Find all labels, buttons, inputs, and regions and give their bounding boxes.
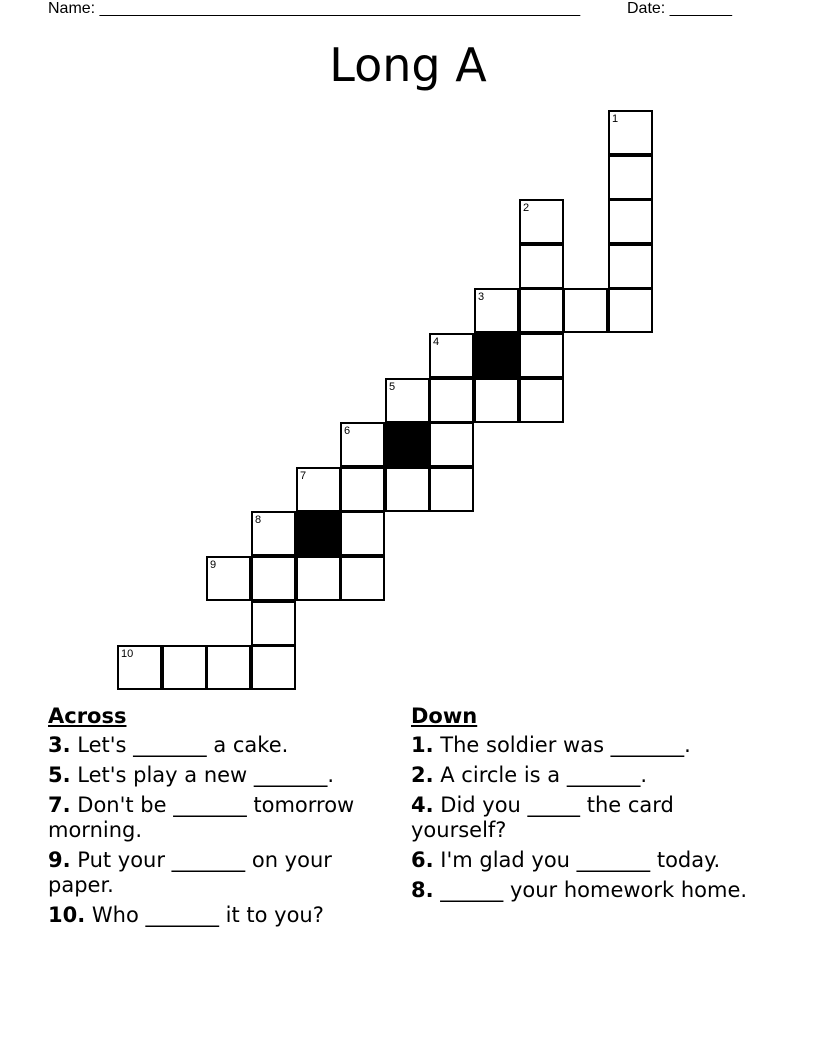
- clue-number-label: 8.: [411, 878, 434, 902]
- clue-text: The soldier was _______.: [433, 733, 691, 757]
- across-clues: [48, 704, 383, 933]
- crossword-cell[interactable]: [340, 467, 385, 512]
- clue-number: 2: [523, 202, 530, 214]
- clue-text: Let's play a new _______.: [70, 763, 335, 787]
- crossword-cell[interactable]: [340, 422, 385, 467]
- clue-text: Don't be _______ tomorrow morning.: [48, 793, 355, 842]
- crossword-cell[interactable]: [340, 556, 385, 601]
- clue-number: 5: [389, 381, 396, 393]
- crossword-cell[interactable]: [296, 467, 341, 512]
- down-clue: [411, 848, 771, 873]
- clue-number-label: 10.: [48, 903, 86, 927]
- crossword-cell[interactable]: [429, 378, 474, 423]
- crossword-cell[interactable]: [608, 244, 653, 289]
- crossword-cell[interactable]: [608, 155, 653, 200]
- clue-number-label: 5.: [48, 763, 71, 787]
- clue-number: 1: [612, 113, 619, 125]
- crossword-cell[interactable]: [251, 511, 296, 556]
- crossword-cell[interactable]: [206, 645, 251, 690]
- crossword-cell[interactable]: [296, 556, 341, 601]
- date-label: Date:: [627, 0, 666, 17]
- across-heading: Across: [48, 704, 127, 728]
- crossword-cell[interactable]: [519, 199, 564, 244]
- clue-number-label: 1.: [411, 733, 434, 757]
- down-clue: [411, 793, 771, 843]
- crossword-cell[interactable]: [519, 288, 564, 333]
- clue-text: Who _______ it to you?: [85, 903, 324, 927]
- across-clue-list: [48, 733, 383, 928]
- clue-text: Did you _____ the card yourself?: [411, 793, 674, 842]
- clue-number-label: 7.: [48, 793, 71, 817]
- crossword-cell[interactable]: [429, 333, 474, 378]
- clue-number: 4: [433, 336, 440, 348]
- clue-number: 9: [210, 559, 217, 571]
- crossword-cell[interactable]: [519, 378, 564, 423]
- crossword-cell[interactable]: [519, 333, 564, 378]
- crossword-cell[interactable]: [251, 556, 296, 601]
- date-blank: _______: [669, 0, 732, 17]
- crossword-cell[interactable]: [251, 645, 296, 690]
- clue-number-label: 4.: [411, 793, 434, 817]
- across-clue: [48, 903, 383, 928]
- crossword-cell[interactable]: [251, 601, 296, 646]
- crossword-cell[interactable]: [563, 288, 608, 333]
- black-cell: [474, 333, 519, 378]
- black-cell: [296, 511, 341, 556]
- across-clue: [48, 848, 383, 898]
- crossword-cell[interactable]: [340, 511, 385, 556]
- crossword-cell[interactable]: [429, 467, 474, 512]
- crossword-cell[interactable]: [206, 556, 251, 601]
- crossword-cell[interactable]: [519, 244, 564, 289]
- clue-number-label: 9.: [48, 848, 71, 872]
- across-clue: [48, 763, 383, 788]
- clue-number: 3: [478, 291, 485, 303]
- down-clue-list: [411, 733, 771, 903]
- clue-number: 10: [121, 648, 134, 660]
- clue-number-label: 2.: [411, 763, 434, 787]
- clue-number: 6: [344, 425, 351, 437]
- crossword-cell[interactable]: [474, 378, 519, 423]
- crossword-cell[interactable]: [162, 645, 207, 690]
- name-label: Name:: [48, 0, 96, 17]
- clue-number-label: 3.: [48, 733, 71, 757]
- across-clue: [48, 733, 383, 758]
- clue-number: 8: [255, 514, 262, 526]
- down-heading: Down: [411, 704, 478, 728]
- crossword-cell[interactable]: [117, 645, 162, 690]
- clue-text: Let's _______ a cake.: [70, 733, 289, 757]
- down-clue: [411, 733, 771, 758]
- crossword-cell[interactable]: [429, 422, 474, 467]
- crossword-cell[interactable]: [608, 288, 653, 333]
- page-title: Long A: [329, 38, 487, 92]
- name-blank: ______________________________________________________: [99, 0, 581, 17]
- clue-text: Put your _______ on your paper.: [48, 848, 332, 897]
- clue-number-label: 6.: [411, 848, 434, 872]
- clue-number: 7: [300, 470, 307, 482]
- crossword-cell[interactable]: [385, 467, 430, 512]
- crossword-cell[interactable]: [608, 199, 653, 244]
- across-clue: [48, 793, 383, 843]
- down-clues: [411, 704, 771, 908]
- crossword-cell[interactable]: [385, 378, 430, 423]
- down-clue: [411, 878, 771, 903]
- down-clue: [411, 763, 771, 788]
- clue-text: ______ your homework home.: [433, 878, 748, 902]
- clue-text: I'm glad you _______ today.: [433, 848, 721, 872]
- crossword-cell[interactable]: [474, 288, 519, 333]
- clue-text: A circle is a _______.: [433, 763, 648, 787]
- black-cell: [385, 422, 430, 467]
- crossword-cell[interactable]: [608, 110, 653, 155]
